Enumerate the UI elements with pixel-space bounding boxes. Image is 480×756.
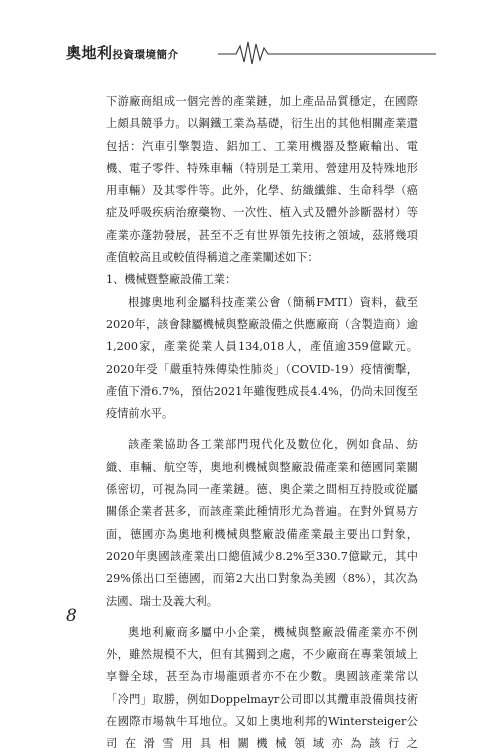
running-header bbox=[66, 38, 436, 66]
paragraph-fmti: 根據奧地利金屬科技產業公會（簡稱FMTI）資料，截至2020年，該會隸屬機械與整廠設備之供應廠商（含製造商）逾1,200家，產業從業人員134,018人，產值逾359億歐元。2020年受「嚴重特殊傳染性肺炎」（COVID-19）疫情衝擊，產值下滑6.7%，預估2021年雖復甦成長4.4%，仍尚未回復至疫情前水平。 bbox=[106, 295, 418, 421]
paragraph-intro: 下游廠商組成一個完善的產業鏈，加上產品品質穩定，在國際上頗具競爭力。以鋼鐵工業為基礎，衍生出的其他相關產業還包括：汽車引擎製造、鋁加工、工業用機器及整廠輸出、電機、電子零件、特殊車輛（特別是工業用、營建用及特殊地形用車輛）及其零件等。此外，化學、紡織纖維、生命科學（癌症及呼吸疾病治療藥物、一次性、植入式及體外診斷器材）等產業亦蓬勃發展，甚至不乏有世界領先技術之領域，茲將幾項產值較高且或較值得稱道之產業闡述如下： bbox=[106, 95, 418, 265]
paragraph-industry: 該產業協助各工業部門現代化及數位化，例如食品、紡織、車輛、航空等，奧地利機械與整廠設備產業和德國同業關係密切，可視為同一產業鏈。德、奧企業之間相互持股或從屬關係企業者甚多，而該產業此種情形尤為普遍。在對外貿易方面，德國亦為奧地利機械與整廠設備產業最主要出口對象，2020年奧國該產業出口總值減少8.2%至330.7億歐元，其中29%係出口至德國，而第2大出口對象為美國（8%），其次為法國、瑞士及義大利。 bbox=[106, 438, 418, 608]
running-header-title bbox=[66, 42, 179, 63]
heartbeat-line-icon bbox=[218, 38, 436, 66]
paragraph-sme: 奧地利廠商多屬中小企業，機械與整廠設備產業亦不例外，雖然規模不大，但有其獨到之處，不少廠商在專業領域上享譽全球，甚至為市場龍頭者亦不在少數。奧國該產業常以「冷門」取勝，例如Doppelmayr公司即以其纜車設備與技術在國際市場執牛耳地位。又如上奧地利邦的Wintersteiger公司在滑雪用具相關機械領域亦為該行之 bbox=[106, 625, 418, 751]
header-title-sub: 投資環境簡介 bbox=[112, 49, 179, 61]
section-heading: 1、機械暨整廠設備工業： bbox=[106, 273, 237, 287]
page-number: 8 bbox=[66, 606, 77, 626]
main-text bbox=[106, 91, 418, 756]
header-title-main: 奧地利 bbox=[66, 44, 113, 62]
